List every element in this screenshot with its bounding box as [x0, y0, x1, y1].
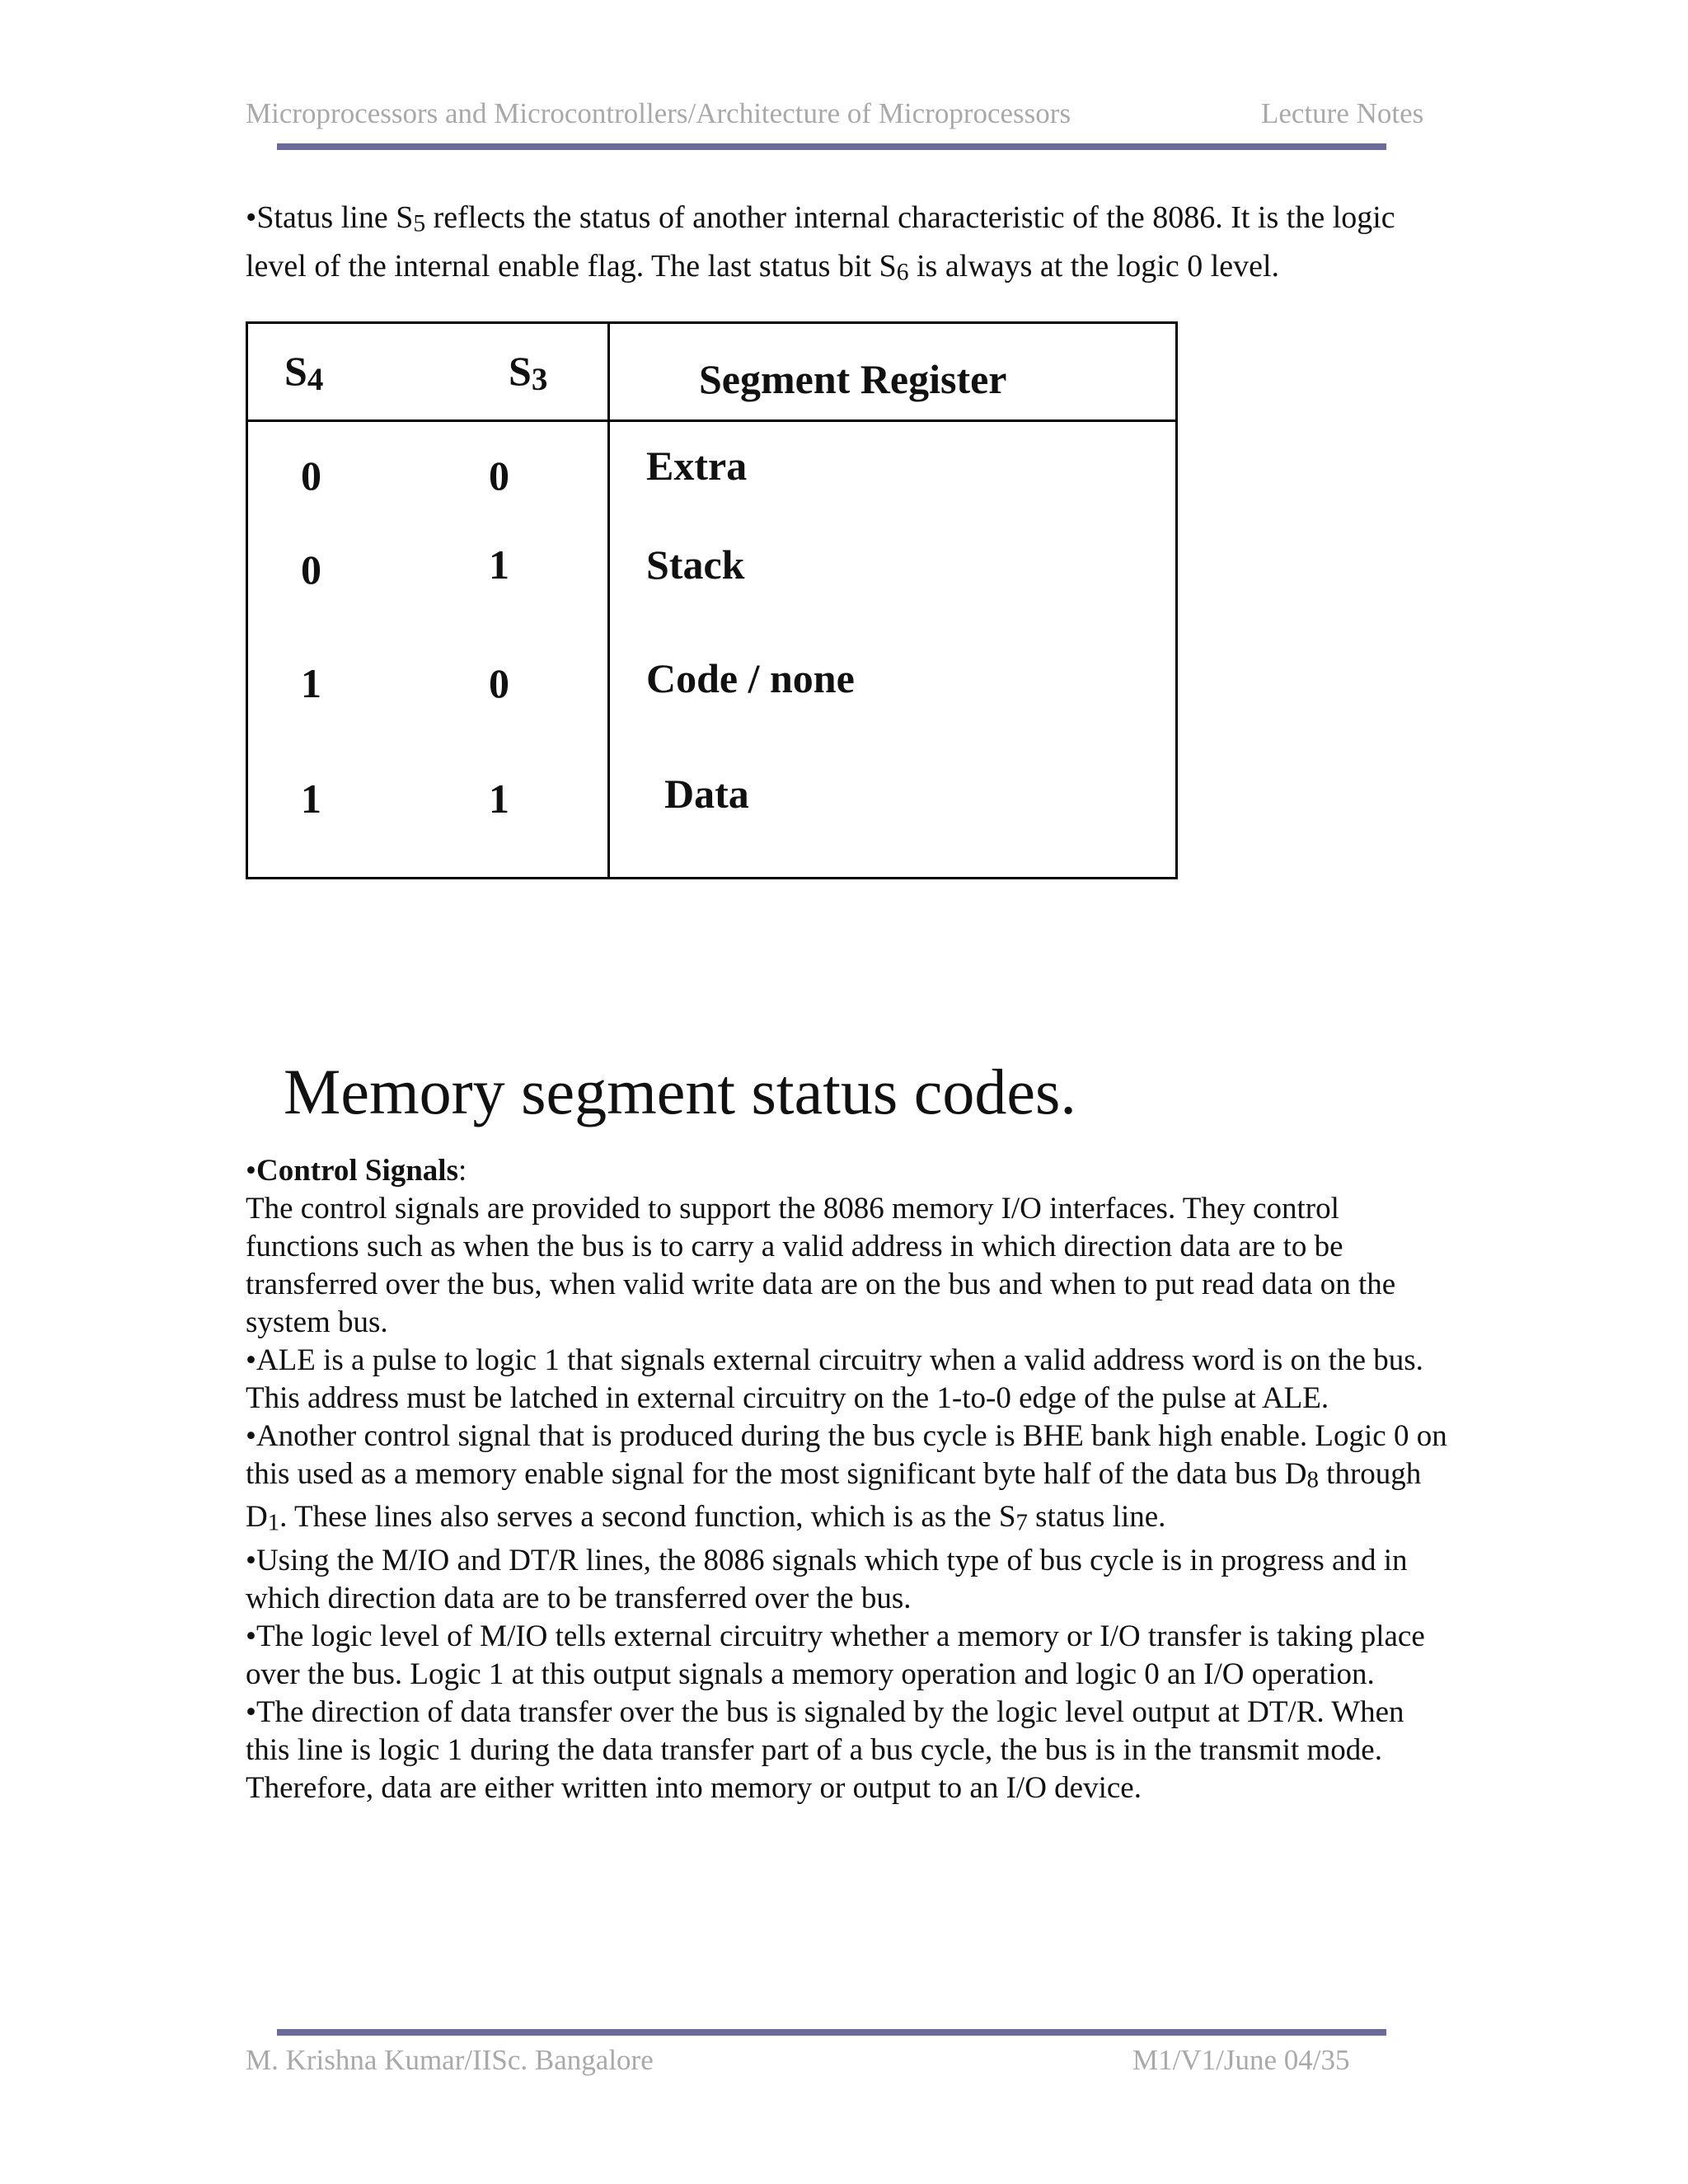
- footer-rule: [277, 2029, 1386, 2036]
- intro-text-1: Status line S: [256, 200, 414, 235]
- header-s4: $S_4$: [284, 348, 324, 397]
- body-cell-segments: [609, 421, 1177, 879]
- table-cell-s3: 0: [489, 452, 509, 499]
- table-caption: Memory segment status codes.: [284, 1056, 1076, 1127]
- segment-status-table: [246, 321, 1178, 879]
- table-cell-segment: Extra: [646, 443, 748, 489]
- table-cell-segment: Data: [664, 771, 749, 817]
- intro-subscript-6: 6: [896, 259, 909, 286]
- table-body-row: [247, 421, 1177, 879]
- intro-subscript-5: 5: [413, 210, 426, 237]
- intro-text-2: reflects the status of another internal characteristic of the 8086. It is the logic level of the internal enable flag. The last status bit S: [246, 200, 1395, 284]
- table-cell-s4: 0: [301, 452, 321, 499]
- body-cell-bits: [247, 421, 609, 879]
- header-rule: [277, 143, 1386, 150]
- intro-text-3: is always at the logic 0 level.: [908, 249, 1280, 284]
- control-heading: •Control Signals:: [246, 1154, 467, 1188]
- table-cell-s4: 1: [301, 660, 321, 706]
- intro-bullet: •: [246, 200, 257, 235]
- control-signals-section: [246, 1152, 1449, 1807]
- table-cell-segment: Stack: [646, 541, 745, 588]
- control-paragraph-intro: The control signals are provided to support the 8086 memory I/O interfaces. They control functions such as when the bus is to carry a valid address in which direction data are to be transferred over the bus, when valid write data are on the bus and when to put read data on the system bus.: [246, 1192, 1396, 1339]
- header-segment-register: Segment Register: [699, 356, 1007, 402]
- table-cell-s4: 0: [301, 546, 321, 593]
- table-cell-s3: 1: [489, 776, 509, 822]
- control-paragraph-bhe: •Another control signal that is produced during the bus cycle is BHE bank high enable. Logic 0 on this used as a memory enable signal for the most significant byte half of the data bus $D_8$ through $D_1$. These lines also serves a second function, which is as the $S_7$ status line.: [246, 1419, 1447, 1536]
- header-s3: $S_3$: [509, 348, 548, 397]
- header-label: Lecture Notes: [1261, 97, 1424, 129]
- footer-page-ref: M1/V1/June 04/35: [1132, 2044, 1350, 2076]
- footer-author: M. Krishna Kumar/IISc. Bangalore: [246, 2044, 654, 2076]
- table-cell-s4: 1: [301, 776, 321, 822]
- control-paragraph-mio: •The logic level of M/IO tells external circuitry whether a memory or I/O transfer is taking place over the bus. Logic 1 at this output signals a memory operation and logic 0 an I/O operation.: [246, 1619, 1425, 1691]
- control-paragraph-dtr: •The direction of data transfer over the bus is signaled by the logic level output at DT/R. When this line is logic 1 during the data transfer part of a bus cycle, the bus is in the transmit mode. Therefore, data are either written into memory or output to an I/O device.: [246, 1694, 1404, 1805]
- intro-paragraph: [246, 196, 1449, 294]
- header-cell-status: [247, 323, 609, 421]
- control-paragraph-mio-dtr: •Using the M/IO and DT/R lines, the 8086 signals which type of bus cycle is in progress and in which direction data are to be transferred over the bus.: [246, 1543, 1408, 1615]
- table-header-row: [247, 323, 1177, 421]
- header-cell-segment: [609, 323, 1177, 421]
- control-heading-label: Control Signals: [256, 1154, 458, 1188]
- control-paragraph-ale: •ALE is a pulse to logic 1 that signals external circuitry when a valid address word is on the bus. This address must be latched in external circuitry on the 1-to-0 edge of the pulse at ALE.: [246, 1343, 1423, 1415]
- table-cell-segment: Code / none: [646, 655, 855, 701]
- header-title: Microprocessors and Microcontrollers/Architecture of Microprocessors: [246, 97, 1071, 129]
- table-cell-s3: 0: [489, 660, 509, 706]
- table-cell-s3: 1: [489, 541, 509, 588]
